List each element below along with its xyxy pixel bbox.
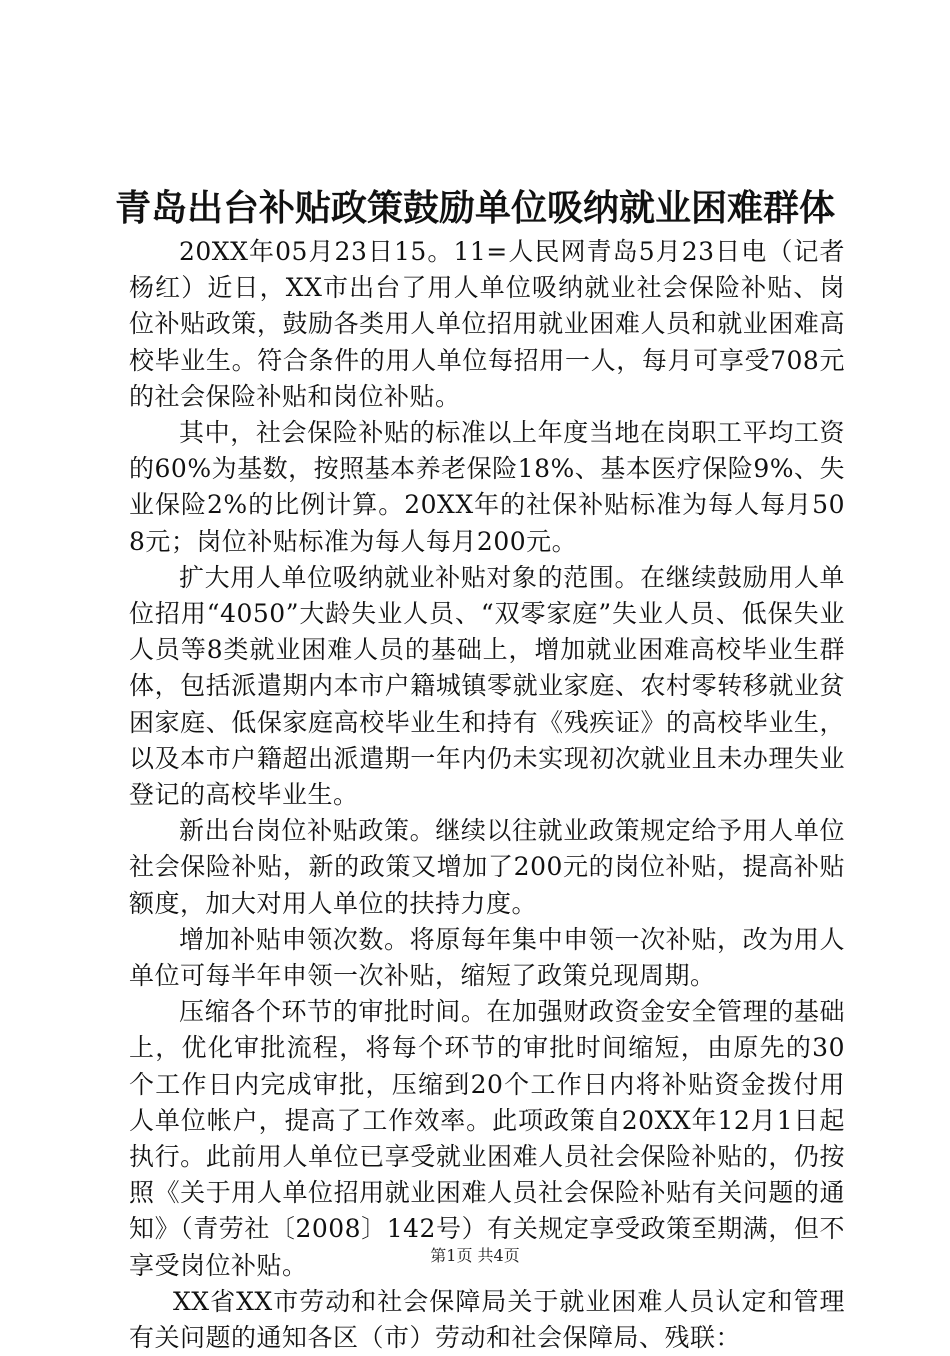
paragraph: 增加补贴申领次数。将原每年集中申领一次补贴，改为用人单位可每半年申领一次补贴，缩短了政策兑现周期。 — [129, 924, 845, 991]
paragraph: 扩大用人单位吸纳就业补贴对象的范围。在继续鼓励用人单位招用“4050”大龄失业人员、“双零家庭”失业人员、低保失业人员等8类就业困难人员的基础上，增加就业困难高校毕业生群体，包括派遣期内本市户籍城镇零就业家庭、农村零转移就业贫困家庭、低保家庭高校毕业生和持有《残疾证》的高校毕业生，以及本市户籍超出派遣期一年内仍未实现初次就业且未办理失业登记的高校毕业生。 — [129, 562, 845, 810]
article-body — [129, 234, 845, 1356]
paragraph: 压缩各个环节的审批时间。在加强财政资金安全管理的基础上，优化审批流程，将每个环节的审批时间缩短，由原先的30个工作日内完成审批，压缩到20个工作日内将补贴资金拨付用人单位帐户，提高了工作效率。此项政策自20XX年12月1日起执行。此前用人单位已享受就业困难人员社会保险补贴的，仍按照《关于用人单位招用就业困难人员社会保险补贴有关问题的通知》（青劳社〔2008〕142号）有关规定享受政策至期满，但不享受岗位补贴。 — [129, 997, 845, 1280]
paragraph: 20XX年05月23日15。11=人民网青岛5月23日电（记者杨红）近日，XX市出台了用人单位吸纳就业社会保险补贴、岗位补贴政策，鼓励各类用人单位招用就业困难人员和就业困难高校毕业生。符合条件的用人单位每招用一人，每月可享受708元的社会保险补贴和岗位补贴。 — [129, 237, 845, 411]
paragraph: 新出台岗位补贴政策。继续以往就业政策规定给予用人单位社会保险补贴，新的政策又增加了200元的岗位补贴，提高补贴额度，加大对用人单位的扶持力度。 — [129, 816, 845, 918]
page-footer: 第1页 共4页 — [430, 1246, 520, 1265]
paragraph: XX省XX市劳动和社会保障局关于就业困难人员认定和管理有关问题的通知各区（市）劳动和社会保障局、残联： — [129, 1286, 845, 1353]
paragraph: 其中，社会保险补贴的标准以上年度当地在岗职工平均工资的60%为基数，按照基本养老保险18%、基本医疗保险9%、失业保险2%的比例计算。20XX年的社保补贴标准为每人每月508元；岗位补贴标准为每人每月200元。 — [129, 418, 845, 556]
article-title: 青岛出台补贴政策鼓励单位吸纳就业困难群体 — [114, 187, 835, 229]
